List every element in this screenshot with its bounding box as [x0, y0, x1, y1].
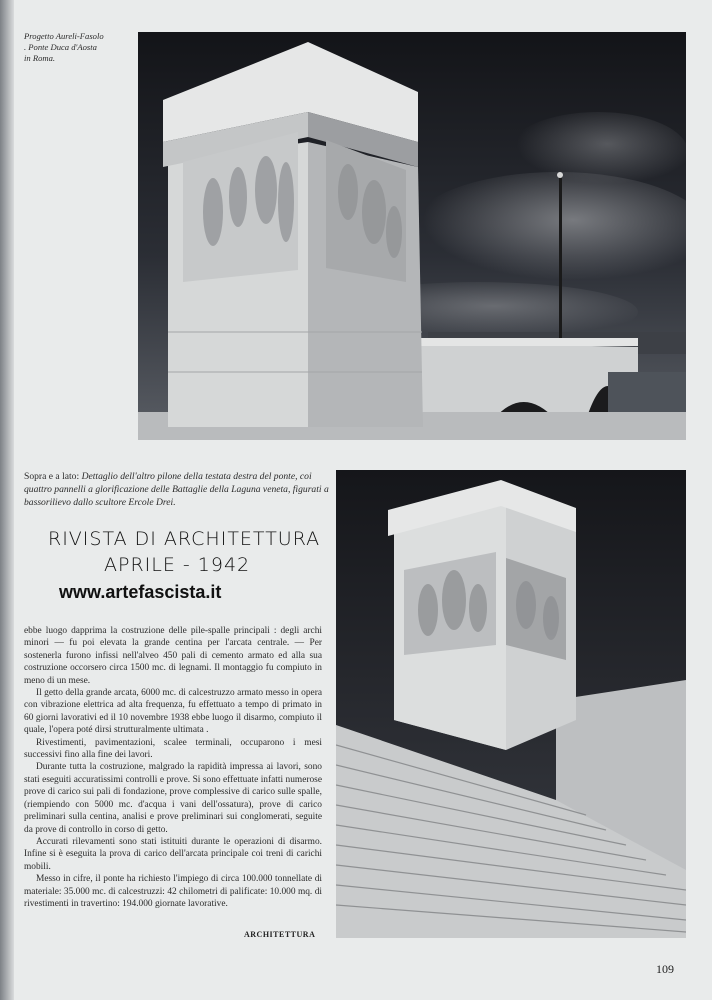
- body-paragraph-3: Rivestimenti, pavimentazioni, scalee terminali, occuparono i mesi successivi fino alla fine dei lavori.: [24, 737, 322, 761]
- body-paragraph-5: Accurati rilevamenti sono stati istituiti durante le operazioni di disarmo. Infine si è eseguita la prova di carico dell'arcata principale coi treni di carichi mobili.: [24, 836, 322, 872]
- body-paragraph-6: Messo in cifre, il ponte ha richiesto l'impiego di circa 100.000 tonnellate di materiale: 35.000 mc. di calcestruzzi: 42 chilometri di palificate: 10.000 mq. di rivestimenti in travertino: 194.000 giornate lavorative.: [24, 874, 322, 909]
- body-paragraph-2: Il getto della grande arcata, 6000 mc. di calcestruzzo armato messo in opera con vibrazione elettrica ad alta frequenza, fu effettuato a tempo di primato in 60 giorni lavorativi ed il 10 novembre 1938 ebbe luogo il disarmo, compiuto il quale, l'opera poté dirsi strutturalmente ultimata .: [24, 688, 322, 736]
- top-caption-line-2: . Ponte Duca d'Aosta: [24, 42, 97, 52]
- body-paragraph-4: Durante tutta la costruzione, malgrado la rapidità impressa ai lavori, sono stati eseguiti accuratissimi controlli e prove. Si sono effettuate infatti numerose prove di carico sui pali di fondazione, prove complessive di carico sulle spalle, (riempiendo con 5000 mc. d'acqua i vani dell'ossatura), prove di carico preliminari sulla centina, analisi e prove preliminari sui conglomerati, seguite da prove di controllo in corso di getto.: [24, 762, 322, 835]
- top-photo-illustration: [138, 32, 686, 440]
- stamp-issue-date: APRILE - 1942: [104, 554, 251, 576]
- stamp-website-url: www.artefascista.it: [59, 582, 222, 602]
- top-caption-line-1: Progetto Aureli-Fasolo: [24, 31, 104, 41]
- top-caption-line-3: in Roma.: [24, 53, 56, 63]
- article-body: [24, 625, 322, 910]
- bottom-photo-illustration: [336, 470, 686, 938]
- top-photo-caption: [24, 31, 132, 64]
- article-signature: ARCHITETTURA: [244, 930, 316, 939]
- page-spine-shadow: [0, 0, 14, 1000]
- mid-photo-caption: [24, 470, 330, 509]
- caption-lead: Sopra e a lato:: [24, 471, 80, 482]
- page-number: 109: [656, 962, 674, 976]
- caption-text: Dettaglio dell'altro pilone della testata destra del ponte, coi quattro pannelli a glorificazione delle Battaglie della Laguna veneta, figurati a bassorilievo dallo scultore Ercole Drei.: [24, 471, 329, 508]
- bottom-staircase-photo: [336, 470, 686, 938]
- top-bridge-photo: [138, 32, 686, 440]
- body-paragraph-1: ebbe luogo dapprima la costruzione delle pile-spalle principali : degli archi minori — fu poi elevata la grande centina per l'arcata centrale. — Per sostenerla furono infissi nell'alveo 450 pali di cemento armato ed alla sua costruzione occorsero circa 1500 mc. di legnami. Il montaggio fu compiuto in meno di un mese.: [24, 626, 322, 686]
- stamp-magazine-title: RIVISTA DI ARCHITETTURA: [48, 528, 321, 550]
